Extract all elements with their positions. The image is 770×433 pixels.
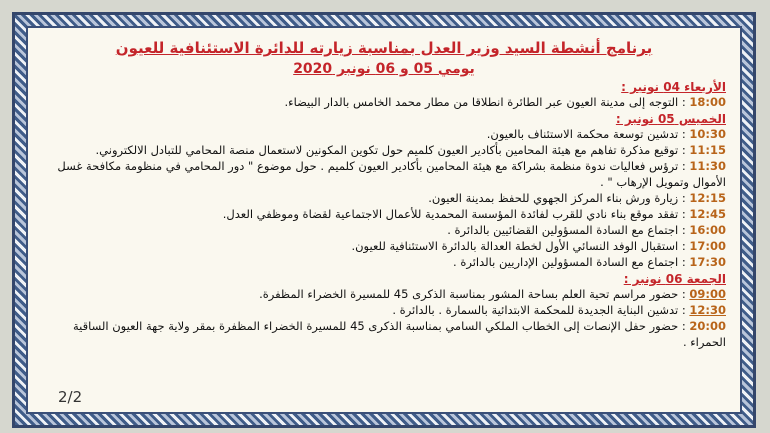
schedule-item [42, 126, 726, 142]
schedule-item [42, 158, 726, 190]
decorative-border [12, 12, 756, 428]
item-time: 17:00 [689, 239, 726, 253]
schedule-item [42, 318, 726, 350]
schedule-item [42, 286, 726, 302]
item-time: 18:00 [689, 95, 726, 109]
item-text: : تدشين البناية الجديدة للمحكمة الابتدائية بالسمارة . بالدائرة . [392, 303, 690, 317]
item-text: : حضور مراسم تحية العلم بساحة المشور بمناسبة الذكرى 45 للمسيرة الخضراء المظفرة. [259, 287, 690, 301]
schedule-item [42, 94, 726, 110]
item-time: 17:30 [689, 255, 726, 269]
schedule-item [42, 254, 726, 270]
day-heading-friday: الجمعة 06 نونبر : [623, 272, 726, 286]
item-text: : ترؤس فعاليات ندوة منظمة بشراكة مع هيئة المحامين بأكادير العيون كلميم . حول موضوع " دور المحامي في منظومة مكافحة غسل الأموال وتمويل الإرهاب " . [57, 159, 726, 189]
item-time: 11:30 [689, 159, 726, 173]
item-text: : التوجه إلى مدينة العيون عبر الطائرة انطلاقا من مطار محمد الخامس بالدار البيضاء. [284, 95, 690, 109]
page-number: 2/2 [58, 388, 83, 406]
item-text: : توقيع مذكرة تفاهم مع هيئة المحامين بأكادير العيون كلميم حول تكوين المكونين لاستعمال منصة المحامي للتبادل الالكتروني. [95, 143, 690, 157]
schedule-item [42, 142, 726, 158]
item-text: : اجتماع مع السادة المسؤولين الإداريين بالدائرة . [453, 255, 690, 269]
item-time: 09:00 [689, 287, 726, 301]
item-text: : تدشين توسعة محكمة الاستئناف بالعيون. [486, 127, 690, 141]
item-time: 11:15 [689, 143, 726, 157]
item-time: 20:00 [689, 319, 726, 333]
schedule-item [42, 222, 726, 238]
schedule-item [42, 206, 726, 222]
schedule-item [42, 238, 726, 254]
day-heading-thursday: الخميس 05 نونبر : [615, 112, 726, 126]
schedule-item [42, 190, 726, 206]
item-time: 12:45 [689, 207, 726, 221]
item-text: : حضور حفل الإنصات إلى الخطاب الملكي السامي بمناسبة الذكرى 45 للمسيرة الخضراء المظفرة بمقر ولاية جهة العيون الساقية الحمراء . [72, 319, 726, 349]
schedule-item [42, 302, 726, 318]
document-content [42, 38, 726, 406]
document-subtitle: يومي 05 و 06 نونبر 2020 [293, 61, 475, 77]
document-sheet [26, 26, 742, 414]
item-time: 12:30 [689, 303, 726, 317]
item-time: 10:30 [689, 127, 726, 141]
item-text: : اجتماع مع السادة المسؤولين القضائيين بالدائرة . [447, 223, 690, 237]
day-heading-wednesday: الأربعاء 04 نونبر : [621, 80, 726, 94]
item-time: 12:15 [689, 191, 726, 205]
item-text: : تفقد موقع بناء نادي للقرب لفائدة المؤسسة المحمدية للأعمال الاجتماعية لقضاة وموظفي العدل. [222, 207, 690, 221]
item-time: 16:00 [689, 223, 726, 237]
item-text: : زيارة ورش بناء المركز الجهوي للحفظ بمدينة العيون. [428, 191, 690, 205]
document-title: برنامج أنشطة السيد وزير العدل بمناسبة زيارته للدائرة الاستئنافية للعيون [115, 39, 653, 57]
item-text: : استقبال الوفد النسائي الأول لخطة العدالة بالدائرة الاستئنافية للعيون. [351, 239, 690, 253]
